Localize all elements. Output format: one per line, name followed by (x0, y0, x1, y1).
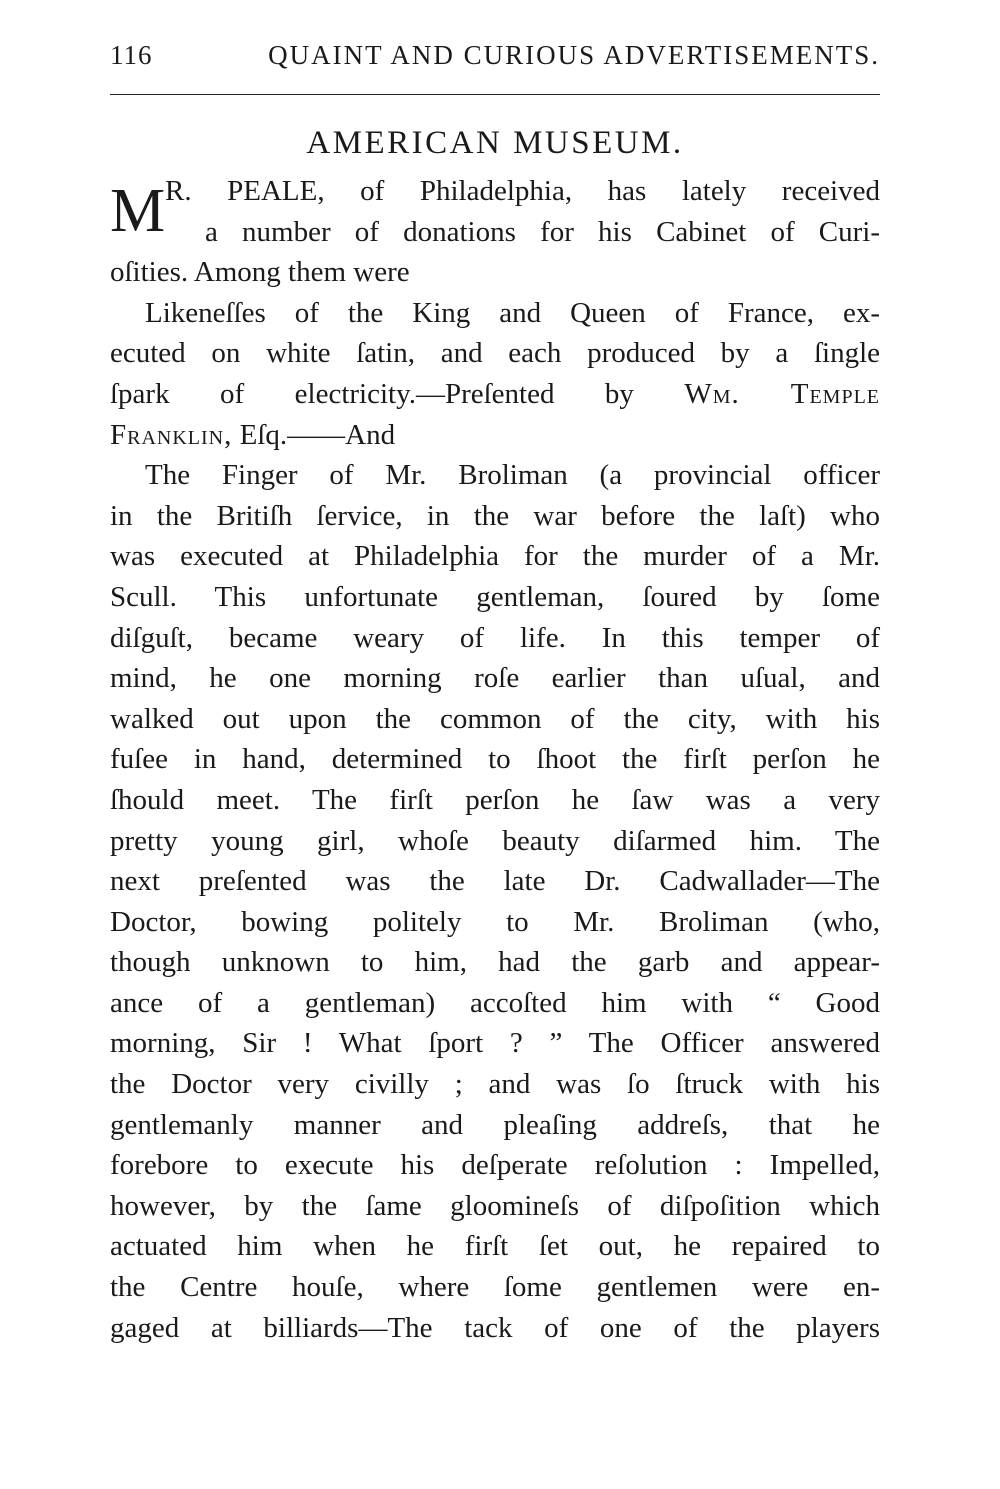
opening-paragraph (110, 171, 880, 293)
running-head (110, 40, 880, 88)
text-line: actuated him when he firſt ſet out, he repaired to (110, 1230, 880, 1263)
text-line: R. PEALE, of Philadelphia, has lately received (165, 175, 880, 207)
text-line: ecuted on white ſatin, and each produced by a ſingle (110, 337, 880, 370)
text-line: ance of a gentleman) accoſted him with “ Good (110, 986, 880, 1019)
text-line-part: ſpark of electricity.—Preſented by (110, 377, 634, 410)
finger-paragraph (110, 455, 880, 1348)
text-line: oſities. Among them were (110, 256, 410, 289)
text-line: gentlemanly manner and pleaſing addreſs, that he (110, 1108, 880, 1141)
book-page (110, 40, 880, 1348)
text-line: Doctor, bowing politely to Mr. Broliman (who, (110, 905, 880, 938)
header-rule (110, 94, 880, 95)
likenesses-paragraph (110, 293, 880, 455)
page-number: 116 (110, 40, 153, 70)
text-line: morning, Sir ! What ſport ? ” The Officer answered (110, 1027, 880, 1060)
text-line: pretty young girl, whoſe beauty diſarmed him. The (110, 824, 880, 857)
text-line: mind, he one morning roſe earlier than uſual, and (110, 662, 880, 695)
donor-name: Wm. Temple (684, 377, 881, 410)
text-line: the Doctor very civilly ; and was ſo ſtruck with his (110, 1068, 880, 1101)
text-line: in the Britiſh ſervice, in the war before the laſt) who (110, 499, 880, 532)
text-line: next preſented was the late Dr. Cadwallader—The (110, 865, 880, 898)
text-line (110, 415, 880, 456)
text-line: a number of donations for his Cabinet of Curi- (205, 215, 880, 248)
text-line: forebore to execute his deſperate reſolution : Impelled, (110, 1149, 880, 1182)
running-title: QUAINT AND CURIOUS ADVERTISEMENTS. (268, 40, 880, 70)
text-line: fuſee in hand, determined to ſhoot the firſt perſon he (110, 743, 880, 776)
text-line: the Centre houſe, where ſome gentlemen were en- (110, 1271, 880, 1304)
text-line: walked out upon the common of the city, with his (110, 702, 880, 735)
donor-surname: Franklin, (110, 418, 233, 451)
text-line: was executed at Philadelphia for the murder of a Mr. (110, 540, 880, 573)
article-title: AMERICAN MUSEUM. (306, 125, 684, 161)
text-line: The Finger of Mr. Broliman (a provincial officer (145, 459, 880, 492)
text-line: Likeneſſes of the King and Queen of France, ex- (145, 296, 880, 329)
drop-cap: M (110, 177, 166, 245)
text-line-part: Eſq.——And (239, 418, 396, 451)
text-line: ſhould meet. The firſt perſon he ſaw was a very (110, 783, 880, 816)
text-line (110, 374, 880, 415)
text-line: Scull. This unfortunate gentleman, ſoured by ſome (110, 580, 880, 613)
text-line: gaged at billiards—The tack of one of the players (110, 1311, 880, 1344)
text-line: though unknown to him, had the garb and appear- (110, 946, 880, 979)
text-line: however, by the ſame gloomineſs of diſpoſition which (110, 1189, 880, 1222)
text-line: diſguſt, became weary of life. In this temper of (110, 621, 880, 654)
